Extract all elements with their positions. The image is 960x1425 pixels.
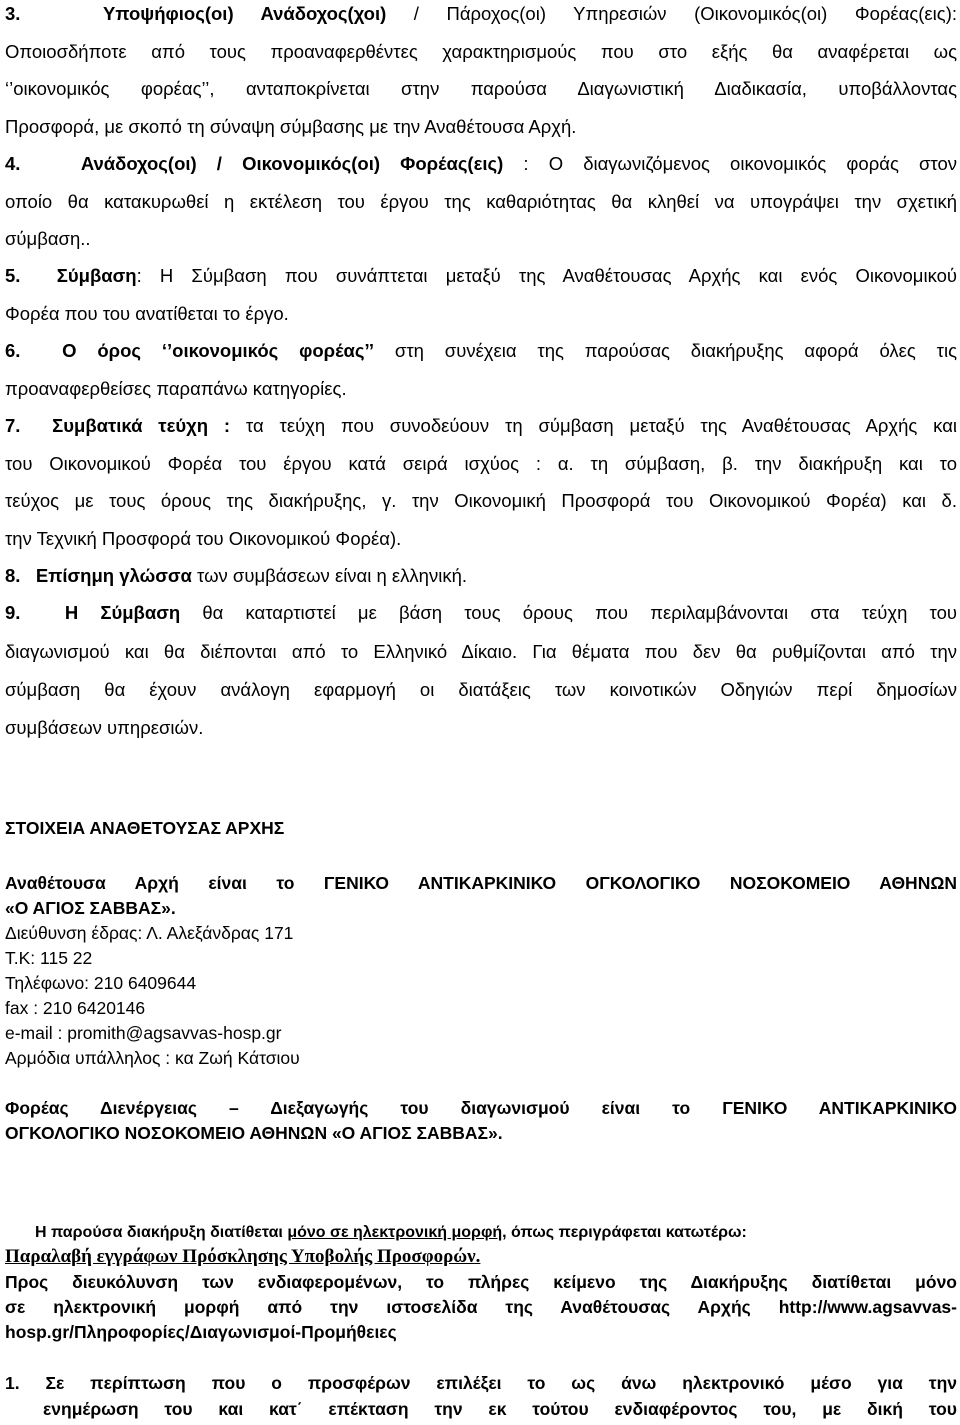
item-9-line-3: σύμβαση θα έχουν ανάλογη εφαρμογή οι διατάξεις των κοινοτικών Οδηγιών περί δημοσίων [5, 679, 957, 700]
authority-name-line-2: «Ο ΑΓΙΟΣ ΣΑΒΒΑΣ». [5, 898, 176, 918]
item-7-term: Συμβατικά τεύχη : [52, 415, 231, 436]
item-6-rest: στη συνέχεια της παρούσας διακήρυξης αφορά όλες τις [374, 340, 957, 361]
authority-heading: ΣΤΟΙΧΕΙΑ ΑΝΑΘΕΤΟΥΣΑΣ ΑΡΧΗΣ [5, 818, 285, 838]
authority-fax: fax : 210 6420146 [5, 998, 146, 1018]
electronic-para-line-1: Προς διευκόλυνση των ενδιαφερομένων, το πλήρες κείμενο της Διακήρυξης διατίθεται μόνο [5, 1272, 957, 1292]
item-3-line-3: ‘’οικονομικός φορέας’’, ανταποκρίνεται στην παρούσα Διαγωνιστική Διαδικασία, υποβάλλοντας [5, 78, 957, 99]
authority-email: e-mail : promith@agsavvas-hosp.gr [5, 1023, 282, 1043]
item-5-line-2: Φορέα που του ανατίθεται το έργο. [5, 303, 289, 324]
item-6-line-1 [5, 340, 957, 362]
item-3-line-4: Προσφορά, με σκοπό τη σύναψη σύμβασης με την Αναθέτουσα Αρχή. [5, 116, 577, 137]
item-9-rest: θα καταρτιστεί με βάση τους όρους που περιλαμβάνονται στα τεύχη του [180, 602, 957, 623]
item-7-rest: τα τεύχη που συνοδεύουν τη σύμβαση μεταξύ της Αναθέτουσας Αρχής και [230, 415, 958, 436]
note-1-line-2: ενημέρωση του και κατ΄ επέκταση την εκ τούτου ενδιαφέροντος του, με δική του [43, 1399, 957, 1419]
authority-postal-code: Τ.Κ: 115 22 [5, 948, 93, 968]
item-3-line-2: Οποιοσδήποτε από τους προαναφερθέντες χαρακτηρισμούς που στο εξής θα αναφέρεται ως [5, 41, 957, 62]
agent-line-2: ΟΓΚΟΛΟΓΙΚΟ ΝΟΣΟΚΟΜΕΙΟ ΑΘΗΝΩΝ «Ο ΑΓΙΟΣ ΣΑΒΒΑΣ». [5, 1123, 503, 1143]
item-3-number: 3. [5, 3, 21, 24]
item-7-line-4: την Τεχνική Προσφορά του Οικονομικού Φορέα). [5, 528, 402, 549]
electronic-intro [35, 1222, 957, 1244]
electronic-intro-underlined: μόνο σε ηλεκτρονική μορφή, [287, 1224, 507, 1241]
item-9-line-2: διαγωνισμού και θα διέπονται από το Ελληνικό Δίκαιο. Για θέματα που δεν θα ρυθμίζονται από την [5, 641, 957, 662]
item-6-line-2: προαναφερθείσες παραπάνω κατηγορίες. [5, 378, 347, 399]
authority-name-line-1: Αναθέτουσα Αρχή είναι το ΓΕΝΙΚΟ ΑΝΤΙΚΑΡΚΙΝΙΚΟ ΟΓΚΟΛΟΓΙΚΟ ΝΟΣΟΚΟΜΕΙΟ ΑΘΗΝΩΝ [5, 873, 957, 893]
item-8-number: 8. [5, 565, 21, 586]
item-4-number: 4. [5, 153, 21, 174]
item-4-line-2: οποίο θα κατακυρωθεί η εκτέλεση του έργου της καθαριότητας θα κληθεί να υπογράψει την σχετική [5, 191, 957, 212]
item-3-term: Υποψήφιος(οι) Ανάδοχος(χοι) [103, 3, 387, 24]
item-8-rest: των συμβάσεων είναι η ελληνική. [191, 565, 467, 586]
agent-line-1: Φορέας Διενέργειας – Διεξαγωγής του διαγωνισμού είναι το ΓΕΝΙΚΟ ΑΝΤΙΚΑΡΚΙΝΙΚΟ [5, 1098, 957, 1118]
item-7-line-2: του Οικονομικού Φορέα του έργου κατά σειρά ισχύος : α. τη σύμβαση, β. την διακήρυξη και το [5, 453, 957, 474]
item-3-rest: / Πάροχος(οι) Υπηρεσιών (Οικονομικός(οι) Φορέας(εις): [386, 3, 958, 24]
item-9-number: 9. [5, 602, 21, 623]
authority-phone: Τηλέφωνο: 210 6409644 [5, 973, 197, 993]
item-6-term: Ο όρος ‘’οικονομικός φορέας’’ [62, 340, 375, 361]
electronic-intro-b: όπως περιγράφεται κατωτέρω: [506, 1224, 747, 1241]
item-6-number: 6. [5, 340, 21, 361]
item-7-line-3: τεύχος με τους όρους της διακήρυξης, γ. την Οικονομική Προσφορά του Οικονομικού Φορέα) και δ. [5, 490, 957, 511]
electronic-para-line-3: hosp.gr/Πληροφορίες/Διαγωνισμοί-Προμήθειες [5, 1322, 397, 1342]
item-4-line-1 [5, 153, 957, 175]
note-1-line-1: 1. Σε περίπτωση που ο προσφέρων επιλέξει το ως άνω ηλεκτρονικό μέσο για την [5, 1373, 957, 1393]
item-9-line-4: συμβάσεων υπηρεσιών. [5, 717, 204, 738]
item-5-rest: : Η Σύμβαση που συνάπτεται μεταξύ της Αναθέτουσας Αρχής και ενός Οικονομικού [136, 265, 958, 286]
item-3-line-1 [5, 3, 957, 25]
item-5-line-1 [5, 265, 957, 287]
item-7-number: 7. [5, 415, 21, 436]
item-4-rest: : Ο διαγωνιζόμενος οικονομικός φοράς στον [503, 153, 957, 174]
item-9-term: Η Σύμβαση [64, 602, 181, 623]
item-5-term: Σύμβαση [56, 265, 137, 286]
receipt-heading: Παραλαβή εγγράφων Πρόσκλησης Υποβολής Προσφορών. [5, 1246, 481, 1267]
electronic-para-line-2: σε ηλεκτρονική μορφή από την ιστοσελίδα της Αναθέτουσας Αρχής http://www.agsavvas- [5, 1297, 957, 1317]
item-4-term: Ανάδοχος(οι) / Οικονομικός(οι) Φορέας(εις) [80, 153, 504, 174]
electronic-intro-a: Η παρούσα διακήρυξη διατίθεται [35, 1224, 288, 1241]
item-5-number: 5. [5, 265, 21, 286]
item-4-line-3: σύμβαση.. [5, 228, 91, 249]
item-8-line-1 [5, 565, 957, 587]
item-9-line-1 [5, 602, 957, 624]
authority-address: Διεύθυνση έδρας: Λ. Αλεξάνδρας 171 [5, 923, 294, 943]
item-7-line-1 [5, 415, 957, 437]
authority-officer: Αρμόδια υπάλληλος : κα Ζωή Κάτσιου [5, 1048, 300, 1068]
item-8-term: Επίσημη γλώσσα [35, 565, 192, 586]
